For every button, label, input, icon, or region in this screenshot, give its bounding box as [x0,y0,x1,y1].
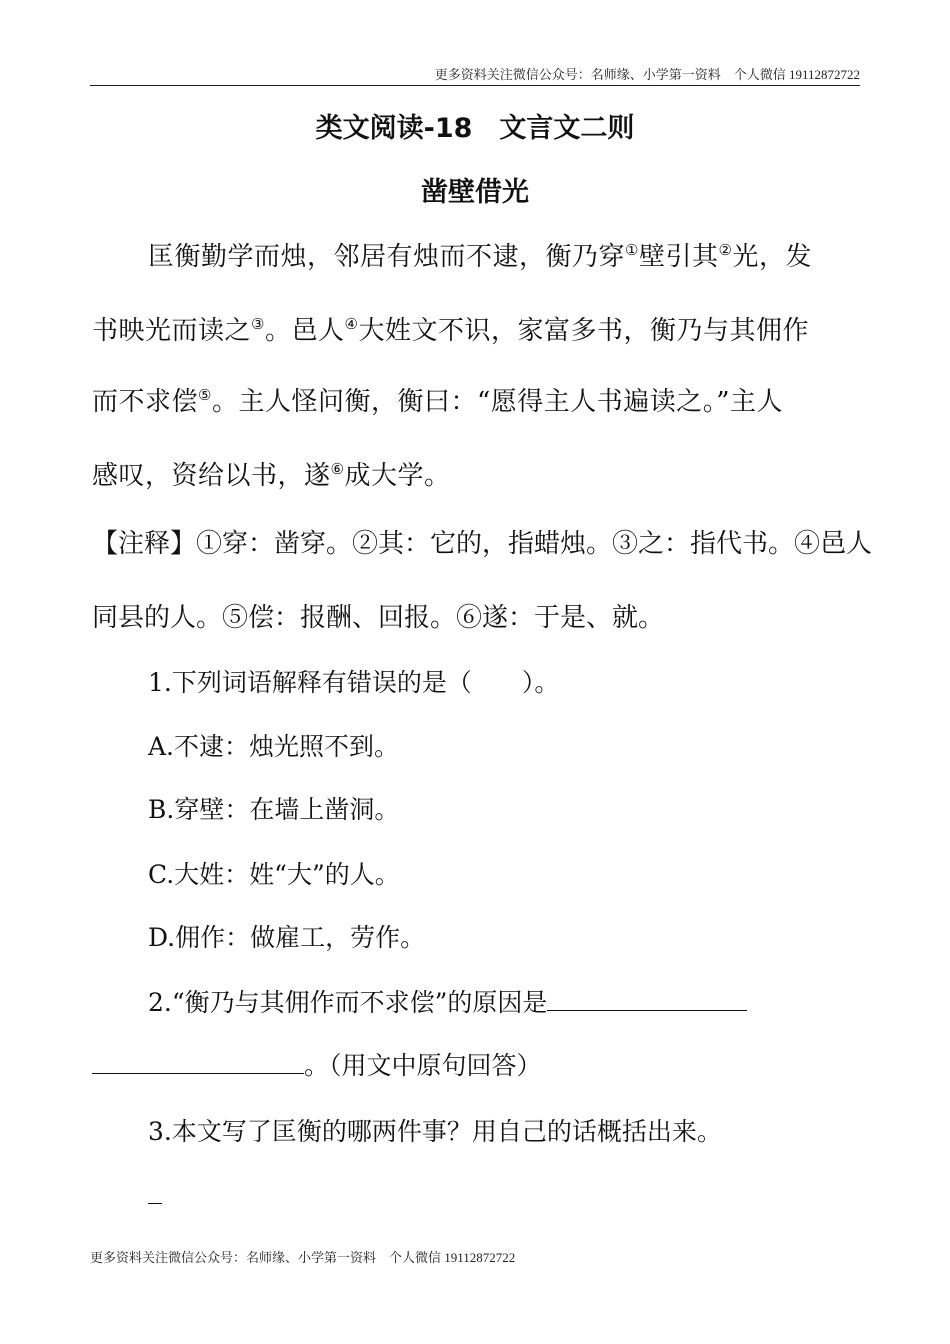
footnote-mark-2: ② [718,241,733,259]
question-2-cont: 。（用文中原句回答） [92,1046,542,1082]
footnote-mark-4: ④ [344,315,359,333]
answer-blank-1[interactable] [547,984,747,1011]
footnote-mark-5: ⑤ [198,386,212,404]
footnote-mark-1: ① [625,241,639,259]
passage-title: 凿壁借光 [421,177,529,208]
option-c: C.大姓：姓“大”的人。 [148,860,400,889]
page-footer: 更多资料关注微信公众号：名师缘、小学第一资料 个人微信 19112872722 [90,1250,516,1265]
page-title: 类文阅读-18 文言文二则 [315,113,635,144]
notes-line-1: 【注释】①穿：凿穿。②其：它的，指蜡烛。③之：指代书。④邑人 [92,529,873,559]
footnote-mark-3: ③ [251,315,265,333]
notes-line-2: 同县的人。⑤偿：报酬、回报。⑥遂：于是、就。 [92,603,665,633]
answer-line-3[interactable] [148,1203,162,1204]
passage-line-2: 书映光而读之③。邑人④大姓文不识，家富多书，衡乃与其佣作 [92,315,809,346]
question-2: 2.“衡乃与其佣作而不求偿”的原因是 [148,983,747,1019]
question-1: 1.下列词语解释有错误的是（ ）。 [148,668,560,697]
option-d: D.佣作：做雇工，劳作。 [148,923,426,952]
option-a: A.不逮：烛光照不到。 [148,732,400,761]
passage-line-4: 感叹，资给以书，遂⑥成大学。 [92,460,451,491]
option-b: B.穿壁：在墙上凿洞。 [148,795,400,824]
page-header: 更多资料关注微信公众号：名师缘、小学第一资料 个人微信 19112872722 [434,67,860,82]
header-divider [90,85,860,86]
passage-line-3: 而不求偿⑤。主人怪问衡，衡曰：“愿得主人书遍读之。”主人 [92,386,784,417]
answer-blank-2[interactable] [92,1047,304,1074]
question-3: 3.本文写了匡衡的哪两件事？用自己的话概括出来。 [148,1117,722,1146]
footnote-mark-6: ⑥ [330,460,345,478]
passage-line-1: 匡衡勤学而烛，邻居有烛而不逮，衡乃穿①壁引其②光，发 [148,241,812,272]
